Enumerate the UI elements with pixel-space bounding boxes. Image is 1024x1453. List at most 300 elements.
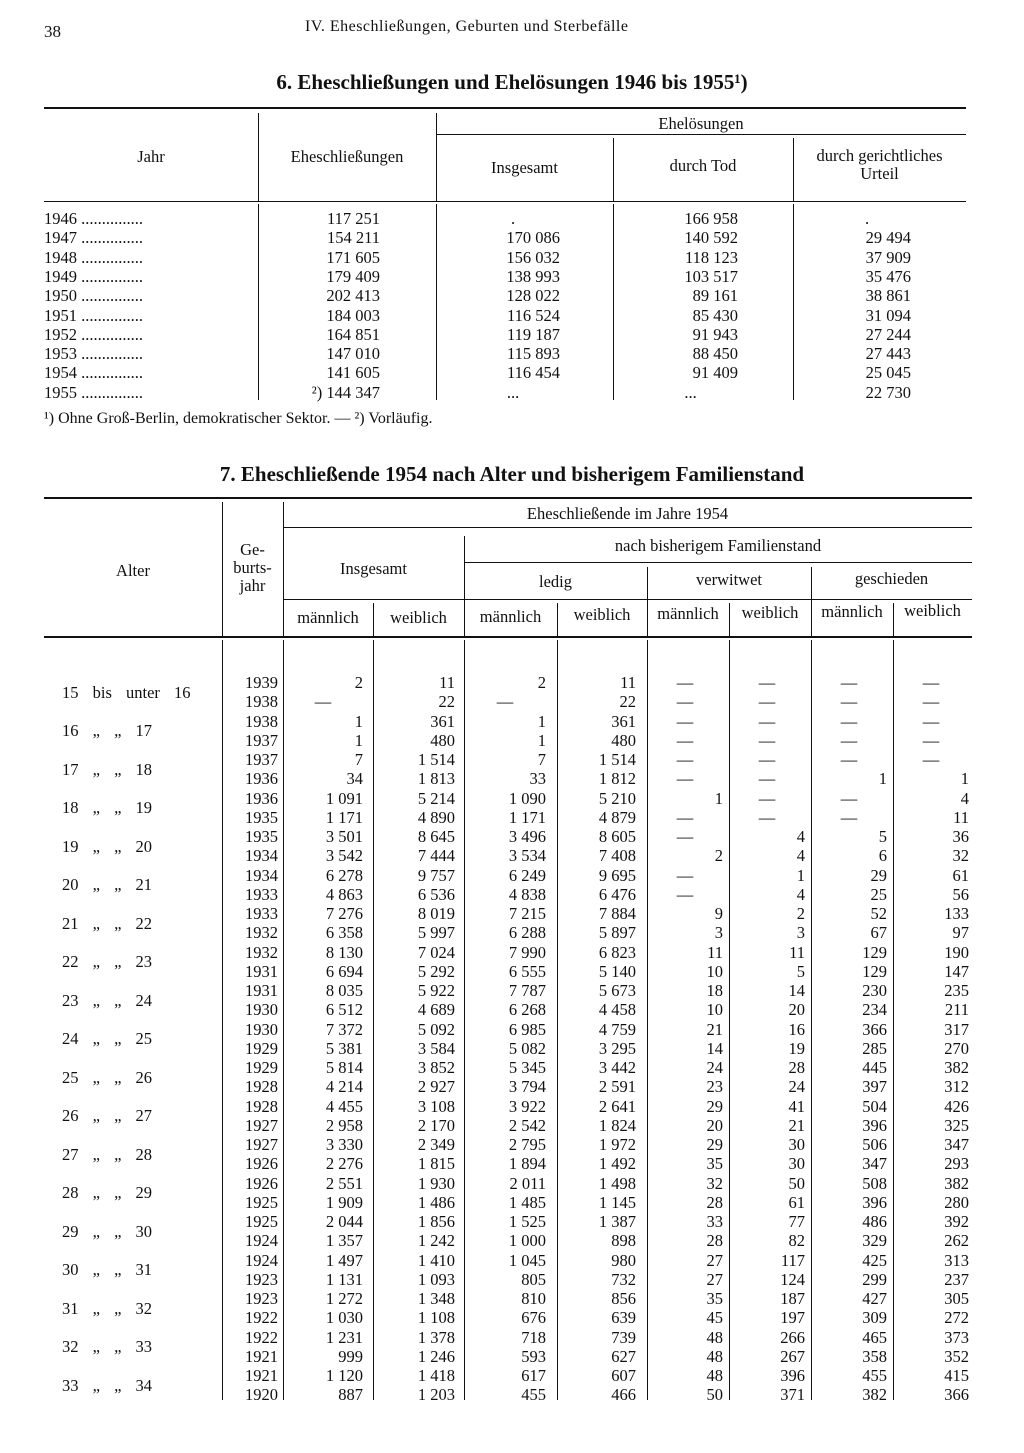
t7-cell: 617	[521, 1366, 546, 1385]
t7-cell: 4 689	[417, 1000, 455, 1020]
t7-cell: 358	[862, 1346, 887, 1366]
t7-cell: 299	[862, 1269, 887, 1289]
t7-cell: 4 214	[325, 1077, 363, 1097]
t7-cell: 32	[952, 846, 969, 866]
t7-cell: 61	[788, 1192, 805, 1212]
t7-cell: 197	[780, 1308, 805, 1328]
t7-cell: —	[840, 788, 858, 808]
t7-cell: 3 852	[417, 1058, 455, 1077]
t7-cell: 8 605	[598, 827, 636, 846]
t6-cell-ehe: 179 409	[326, 266, 380, 286]
t7-cell: —	[676, 730, 694, 750]
t7-cell: 1	[960, 769, 969, 789]
t7-cell: 426	[944, 1096, 969, 1116]
t7-cell: 8 130	[325, 942, 363, 962]
t7-cell: 309	[862, 1308, 887, 1328]
t7-cell: 1 242	[417, 1231, 455, 1251]
t7-cell: 266	[780, 1327, 805, 1347]
t7-cell: 1 000	[508, 1231, 546, 1251]
t7-cell: 805	[521, 1269, 546, 1289]
t7-cell: 1 498	[598, 1173, 636, 1193]
t7-cell: 9 695	[598, 865, 636, 885]
t7-cell: 1 246	[417, 1346, 455, 1366]
t7-cell: 14	[788, 981, 805, 1000]
t7-cell: 382	[944, 1058, 969, 1077]
t6-cell-ins: 116 454	[506, 363, 560, 383]
t7-cell: 48	[706, 1346, 723, 1366]
t7-cell: 3 496	[508, 827, 546, 846]
t6-cell-tod: 91 409	[692, 363, 738, 383]
t7-cell: 5 345	[508, 1058, 546, 1077]
t7-cell: 1934	[245, 846, 278, 866]
t7-age-label: 19 „ „ 20	[62, 836, 153, 856]
t7-age-label: 15 bis unter 16	[62, 682, 191, 702]
t7-cell: 1921	[245, 1346, 278, 1366]
t6-cell-jahr: 1949 ...............	[44, 266, 143, 286]
t7-cell: 1 815	[417, 1154, 455, 1174]
t7-cell: —	[840, 673, 858, 692]
t7-cell: 366	[944, 1385, 969, 1405]
header-gesch-m: männlich	[821, 602, 883, 621]
t7-cell: 1936	[245, 769, 278, 789]
t7-cell: 676	[521, 1308, 546, 1328]
t7-cell: 4 759	[598, 1019, 636, 1039]
t6-cell-jahr: 1948 ...............	[44, 247, 143, 267]
t7-cell: 129	[862, 961, 887, 981]
t6-cell-ins: 156 032	[506, 247, 560, 267]
t7-cell: 1 171	[325, 807, 363, 827]
t7-cell: 6 268	[508, 1000, 546, 1020]
t7-cell: 4	[796, 884, 805, 904]
t7-cell: 3 501	[325, 827, 363, 846]
t6-cell-ehe: 147 010	[326, 344, 380, 364]
t6-cell-urt: 31 094	[865, 305, 911, 325]
t7-cell: 11	[953, 807, 969, 827]
t7-cell: 7 787	[508, 981, 546, 1000]
t7-cell: 35	[706, 1289, 723, 1308]
t7-cell: 187	[780, 1289, 805, 1308]
t6-cell-urt: 27 443	[865, 344, 911, 364]
t7-cell: 1925	[245, 1192, 278, 1212]
t7-cell: 1	[796, 865, 805, 885]
t7-cell: 4 863	[325, 884, 363, 904]
t6-cell-jahr: 1952 ...............	[44, 324, 143, 344]
t7-cell: 1 894	[508, 1154, 546, 1174]
t6-cell-ins: 128 022	[506, 286, 560, 306]
t7-cell: 396	[780, 1366, 805, 1385]
t7-cell: —	[922, 730, 940, 750]
t7-cell: 1924	[245, 1250, 278, 1270]
t7-cell: 9 757	[417, 865, 455, 885]
t6-cell-urt: 37 909	[865, 247, 911, 267]
t7-cell: 48	[706, 1327, 723, 1347]
t7-cell: 1929	[245, 1058, 278, 1077]
t6-cell-ins: .	[510, 209, 516, 228]
t7-cell: 347	[944, 1135, 969, 1154]
t7-cell: 211	[944, 1000, 969, 1020]
t7-cell: 718	[521, 1327, 546, 1347]
t7-cell: 5 082	[508, 1038, 546, 1058]
t7-cell: 465	[862, 1327, 887, 1347]
t7-cell: 329	[862, 1231, 887, 1251]
t7-cell: 1 492	[598, 1154, 636, 1174]
t6-cell-ehe: 141 605	[326, 363, 380, 383]
t7-age-label: 18 „ „ 19	[62, 798, 153, 818]
t7-cell: 480	[430, 730, 455, 750]
t7-cell: 9	[714, 904, 723, 923]
t7-age-label: 32 „ „ 33	[62, 1337, 153, 1357]
t7-cell: 29	[706, 1135, 723, 1154]
t7-age-label: 22 „ „ 23	[62, 952, 153, 972]
t7-cell: 639	[611, 1308, 636, 1328]
t7-cell: 7	[537, 750, 546, 769]
t6-cell-tod: 91 943	[692, 324, 738, 344]
t7-cell: 4 838	[508, 884, 546, 904]
t7-cell: 1933	[245, 884, 278, 904]
t6-cell-tod: 166 958	[684, 209, 738, 228]
t7-age-label: 23 „ „ 24	[62, 990, 153, 1010]
t7-cell: 3 534	[508, 846, 546, 866]
t7-cell: 262	[944, 1231, 969, 1251]
header-verw-w: weiblich	[741, 603, 799, 622]
t7-cell: 82	[788, 1231, 805, 1251]
t7-age-label: 30 „ „ 31	[62, 1260, 153, 1280]
t7-cell: 5	[796, 961, 805, 981]
t7-age-label: 24 „ „ 25	[62, 1029, 153, 1049]
t7-cell: 1933	[245, 904, 278, 923]
t7-cell: 1936	[245, 788, 278, 808]
t7-cell: 1939	[245, 673, 278, 692]
t7-cell: 6	[878, 846, 887, 866]
t7-cell: 1922	[245, 1308, 278, 1328]
t7-cell: 56	[952, 884, 969, 904]
t7-cell: 810	[521, 1289, 546, 1308]
t7-cell: 3 295	[598, 1038, 636, 1058]
t7-cell: 427	[862, 1289, 887, 1308]
t7-cell: 2	[796, 904, 805, 923]
t7-cell: 352	[944, 1346, 969, 1366]
t7-cell: 898	[611, 1231, 636, 1251]
t7-cell: 1 090	[508, 788, 546, 808]
header-eheloesungen: Ehelösungen	[658, 114, 744, 133]
t6-cell-ins: 138 993	[506, 266, 560, 286]
t7-cell: 1 348	[417, 1289, 455, 1308]
t7-cell: 2 170	[417, 1115, 455, 1135]
t7-cell: 129	[862, 942, 887, 962]
t7-cell: 732	[611, 1269, 636, 1289]
t7-cell: 5 210	[598, 788, 636, 808]
t7-cell: 280	[944, 1192, 969, 1212]
t7-cell: 1928	[245, 1077, 278, 1097]
header-geburtsjahr-line2: burts-	[233, 558, 272, 577]
t7-cell: —	[840, 807, 858, 827]
t7-cell: 36	[952, 827, 969, 846]
header-geburtsjahr	[222, 541, 283, 595]
t7-cell: 4 458	[598, 1000, 636, 1020]
t7-cell: 425	[862, 1250, 887, 1270]
t6-cell-urt: 25 045	[865, 363, 911, 383]
t7-cell: 11	[620, 673, 636, 692]
t7-cell: 1927	[245, 1115, 278, 1135]
t7-cell: 361	[430, 711, 455, 731]
t7-cell: 67	[870, 923, 887, 943]
t6-cell-urt: 35 476	[865, 266, 911, 286]
t7-cell: 97	[952, 923, 969, 943]
t7-cell: 1 131	[325, 1269, 363, 1289]
t7-cell: 1	[714, 788, 723, 808]
t7-cell: —	[758, 750, 776, 769]
t7-cell: 2 276	[325, 1154, 363, 1174]
t7-cell: 6 536	[417, 884, 455, 904]
t6-cell-ehe: ²) 144 347	[311, 382, 380, 402]
t7-cell: 887	[338, 1385, 363, 1405]
t7-cell: 1935	[245, 827, 278, 846]
t7-cell: 19	[788, 1038, 805, 1058]
t7-cell: 371	[780, 1385, 805, 1405]
t7-cell: 50	[706, 1385, 723, 1405]
t7-cell: 1923	[245, 1289, 278, 1308]
t7-cell: 7 408	[598, 846, 636, 866]
t7-cell: 2 044	[325, 1212, 363, 1231]
t6-cell-jahr: 1950 ...............	[44, 286, 143, 306]
t7-cell: 20	[706, 1115, 723, 1135]
t7-cell: 627	[611, 1346, 636, 1366]
t7-cell: 3 584	[417, 1038, 455, 1058]
t7-cell: —	[758, 730, 776, 750]
t7-cell: 1932	[245, 923, 278, 943]
t7-age-label: 27 „ „ 28	[62, 1144, 153, 1164]
t7-cell: 313	[944, 1250, 969, 1270]
t7-age-label: 26 „ „ 27	[62, 1106, 153, 1126]
t7-age-label: 16 „ „ 17	[62, 721, 153, 741]
t7-cell: 373	[944, 1327, 969, 1347]
t7-cell: 147	[944, 961, 969, 981]
t7-cell: 1	[354, 711, 363, 731]
t7-cell: 2 542	[508, 1115, 546, 1135]
t7-cell: 1 387	[598, 1212, 636, 1231]
t7-cell: 48	[706, 1366, 723, 1385]
t7-age-label: 31 „ „ 32	[62, 1298, 153, 1318]
t7-cell: 396	[862, 1192, 887, 1212]
header-jahr: Jahr	[137, 147, 165, 166]
t7-cell: 10	[706, 1000, 723, 1020]
t7-cell: 1 378	[417, 1327, 455, 1347]
t7-cell: 1921	[245, 1366, 278, 1385]
t7-cell: 32	[706, 1173, 723, 1193]
t7-cell: 1926	[245, 1173, 278, 1193]
t7-cell: 3	[714, 923, 723, 943]
t7-cell: —	[840, 730, 858, 750]
t7-cell: 312	[944, 1077, 969, 1097]
t7-cell: 1923	[245, 1269, 278, 1289]
t7-cell: —	[676, 827, 694, 846]
t7-cell: 4 455	[325, 1096, 363, 1116]
t7-cell: 1932	[245, 942, 278, 962]
t6-cell-ehe: 164 851	[326, 324, 380, 344]
t7-cell: 5 997	[417, 923, 455, 943]
t7-cell: 29	[706, 1096, 723, 1116]
t7-cell: —	[676, 711, 694, 731]
t7-cell: 41	[788, 1096, 805, 1116]
t7-cell: 1938	[245, 692, 278, 712]
t7-cell: 6 358	[325, 923, 363, 943]
t7-cell: 2 349	[417, 1135, 455, 1154]
t6-cell-ins: 119 187	[506, 324, 560, 344]
t7-cell: 1931	[245, 961, 278, 981]
t7-cell: 1 813	[417, 769, 455, 789]
t7-cell: 392	[944, 1212, 969, 1231]
t7-cell: 35	[706, 1154, 723, 1174]
t7-age-label: 25 „ „ 26	[62, 1067, 153, 1087]
t7-cell: 21	[788, 1115, 805, 1135]
t7-cell: 347	[862, 1154, 887, 1174]
t7-cell: —	[758, 788, 776, 808]
header-urteil-line1: durch gerichtliches	[816, 146, 943, 165]
t6-cell-tod: 85 430	[692, 305, 738, 325]
t7-cell: 11	[707, 942, 723, 962]
t7-cell: 593	[521, 1346, 546, 1366]
t7-cell: 50	[788, 1173, 805, 1193]
t7-cell: 237	[944, 1269, 969, 1289]
t7-cell: 5	[878, 827, 887, 846]
t7-cell: 20	[788, 1000, 805, 1020]
t7-cell: 3 922	[508, 1096, 546, 1116]
t7-cell: 1 030	[325, 1308, 363, 1328]
t7-cell: 2 958	[325, 1115, 363, 1135]
t7-cell: 1 357	[325, 1231, 363, 1251]
t7-cell: 1 972	[598, 1135, 636, 1154]
t7-cell: 3 108	[417, 1096, 455, 1116]
t7-cell: 305	[944, 1289, 969, 1308]
t7-cell: 30	[788, 1154, 805, 1174]
t6-cell-urt: 38 861	[865, 286, 911, 306]
t7-cell: 2	[537, 673, 546, 692]
t7-cell: 33	[706, 1212, 723, 1231]
t7-cell: 28	[706, 1231, 723, 1251]
t7-cell: 415	[944, 1366, 969, 1385]
t7-cell: 4	[796, 827, 805, 846]
t7-cell: 2	[354, 673, 363, 692]
t7-cell: 6 512	[325, 1000, 363, 1020]
t7-cell: 8 645	[417, 827, 455, 846]
t7-cell: 382	[862, 1385, 887, 1405]
t6-cell-tod: 140 592	[684, 228, 738, 248]
t7-cell: 455	[862, 1366, 887, 1385]
t7-cell: 285	[862, 1038, 887, 1058]
t7-cell: 1 145	[598, 1192, 636, 1212]
t7-cell: 1 485	[508, 1192, 546, 1212]
t7-age-label: 33 „ „ 34	[62, 1375, 153, 1395]
t7-cell: 230	[862, 981, 887, 1000]
t7-cell: 397	[862, 1077, 887, 1097]
t7-cell: 117	[780, 1250, 805, 1270]
t6-cell-jahr: 1951 ...............	[44, 305, 143, 325]
t7-cell: 4 890	[417, 807, 455, 827]
t7-cell: 8 019	[417, 904, 455, 923]
t7-cell: 267	[780, 1346, 805, 1366]
t7-cell: —	[676, 750, 694, 769]
header-ledig-w: weiblich	[573, 605, 631, 624]
t6-cell-jahr: 1955 ...............	[44, 382, 143, 402]
t7-cell: 3 442	[598, 1058, 636, 1077]
t7-cell: 366	[862, 1019, 887, 1039]
t7-cell: 1 497	[325, 1250, 363, 1270]
t7-cell: 1 231	[325, 1327, 363, 1347]
header-alter: Alter	[116, 561, 150, 580]
t7-cell: 2 551	[325, 1173, 363, 1193]
t7-cell: 739	[611, 1327, 636, 1347]
t7-cell: 2 927	[417, 1077, 455, 1097]
t7-cell: 8 035	[325, 981, 363, 1000]
t6-cell-tod: 103 517	[684, 266, 738, 286]
t7-cell: —	[676, 807, 694, 827]
t7-cell: 1 045	[508, 1250, 546, 1270]
t6-cell-urt: .	[864, 209, 870, 228]
t7-cell: 124	[780, 1269, 805, 1289]
t6-cell-jahr: 1947 ...............	[44, 228, 143, 248]
t7-cell: —	[676, 769, 694, 789]
t7-cell: 1 108	[417, 1308, 455, 1328]
t7-cell: 7	[354, 750, 363, 769]
t7-cell: —	[758, 711, 776, 731]
t7-cell: 5 814	[325, 1058, 363, 1077]
t7-cell: 1 203	[417, 1385, 455, 1405]
t6-cell-tod: 89 161	[692, 286, 738, 306]
t7-cell: 1930	[245, 1019, 278, 1039]
t7-cell: 25	[870, 884, 887, 904]
t7-cell: 1925	[245, 1212, 278, 1231]
t7-cell: 1922	[245, 1327, 278, 1347]
t7-cell: 1 856	[417, 1212, 455, 1231]
t7-cell: 396	[862, 1115, 887, 1135]
t6-cell-ins: 115 893	[506, 344, 560, 364]
t7-age-label: 20 „ „ 21	[62, 875, 153, 895]
t7-cell: 1 930	[417, 1173, 455, 1193]
t7-cell: 23	[706, 1077, 723, 1097]
t7-cell: 6 288	[508, 923, 546, 943]
t7-cell: 3 330	[325, 1135, 363, 1154]
header-insgesamt: Insgesamt	[491, 158, 558, 177]
t7-cell: 18	[706, 981, 723, 1000]
t7-cell: —	[922, 692, 940, 712]
t7-cell: 5 897	[598, 923, 636, 943]
t7-cell: 29	[870, 865, 887, 885]
t7-cell: 7 990	[508, 942, 546, 962]
t7-cell: 607	[611, 1366, 636, 1385]
t7-cell: 1 272	[325, 1289, 363, 1308]
t7-cell: 10	[706, 961, 723, 981]
t7-cell: —	[758, 673, 776, 692]
t7-cell: 27	[706, 1269, 723, 1289]
t7-cell: 6 476	[598, 884, 636, 904]
t6-cell-tod: 118 123	[684, 247, 738, 267]
t7-cell: 1934	[245, 865, 278, 885]
t7-cell: —	[496, 692, 514, 712]
t7-cell: 190	[944, 942, 969, 962]
t7-cell: 1 824	[598, 1115, 636, 1135]
t7-cell: 1926	[245, 1154, 278, 1174]
t7-cell: —	[758, 769, 776, 789]
t7-cell: 6 985	[508, 1019, 546, 1039]
t7-cell: 1 514	[598, 750, 636, 769]
table6-title: 6. Eheschließungen und Ehelösungen 1946 bis 1955¹)	[276, 70, 748, 94]
page-number: 38	[44, 22, 61, 41]
t7-cell: 14	[706, 1038, 723, 1058]
t7-cell: 466	[611, 1385, 636, 1405]
t6-cell-ehe: 154 211	[326, 228, 380, 248]
t7-cell: 6 694	[325, 961, 363, 981]
t7-cell: 1 120	[325, 1366, 363, 1385]
